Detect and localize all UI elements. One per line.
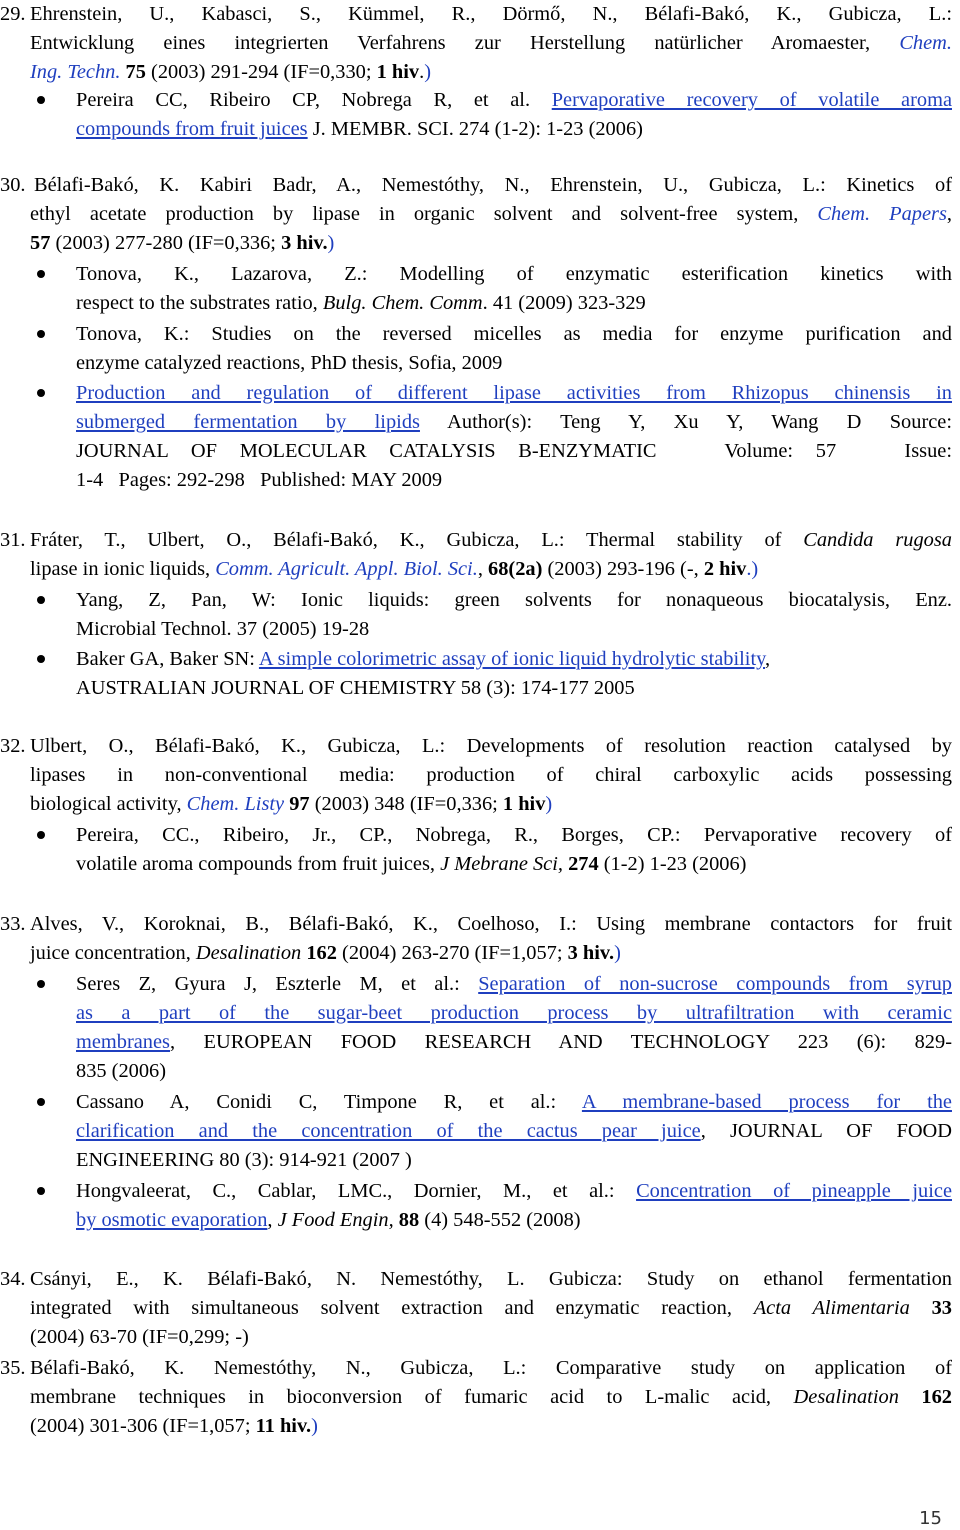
citation-link[interactable]: Separation of non-sucrose compounds from syrup xyxy=(478,973,952,995)
bullet-icon xyxy=(37,655,45,663)
citation-count: 3 hiv. xyxy=(567,942,615,964)
entry-text-line xyxy=(30,1354,952,1384)
text-run: Entwicklung eines integrierten Verfahrens zur Herstellung natürlicher Aromaester, xyxy=(30,32,900,54)
text-run: lipase in ionic liquids, xyxy=(30,558,216,580)
bullet-icon xyxy=(37,96,45,104)
citation-text-line xyxy=(76,999,952,1029)
text-run: Yang, Z, Pan, W: Ionic liquids: green solvents for nonaqueous biocatalysis, Enz. xyxy=(76,589,952,611)
volume: 33 xyxy=(909,1297,952,1319)
journal-name: Ing. Techn. xyxy=(30,61,121,83)
text-run: ENGINEERING 80 (3): 914-921 (2007 ) xyxy=(76,1149,412,1171)
citation-text-line xyxy=(76,260,952,290)
citation-link[interactable]: Concentration of pineapple juice xyxy=(636,1180,952,1202)
volume: 88 xyxy=(393,1209,420,1231)
entry-text-line xyxy=(30,29,952,59)
citation-count: 1 hiv xyxy=(376,61,420,83)
citation-count: 2 hiv xyxy=(703,558,747,580)
journal-name: Comm. Agricult. Appl. Biol. Sci. xyxy=(215,558,478,580)
journal-name: J Food Engin, xyxy=(277,1209,394,1231)
text-run: (4) 548-552 (2008) xyxy=(419,1209,581,1231)
entry-number: 34. xyxy=(0,1268,26,1290)
text-run: Bélafi-Bakó, K. Kabiri Badr, A., Nemestóthy, N., Ehrenstein, U., Gubicza, L.: Kinetics of xyxy=(34,174,952,196)
text-run: Ulbert, O., Bélafi-Bakó, K., Gubicza, L.: Developments of resolution reaction catalysed by xyxy=(30,735,952,757)
text-run: . xyxy=(419,61,425,83)
bullet-icon xyxy=(37,980,45,988)
entry-number: 29. xyxy=(0,3,26,25)
citation-text-line xyxy=(76,970,952,1000)
text-run: Ehrenstein, U., Kabasci, S., Kümmel, R., Dörmő, N., Bélafi-Bakó, K., Gubicza, L.: xyxy=(30,3,952,25)
species-name: Candida rugosa xyxy=(803,529,952,551)
citation-link[interactable]: Pervaporative recovery of volatile aroma xyxy=(551,89,952,111)
citation-text-line xyxy=(76,349,502,379)
citation-text-line xyxy=(76,1028,952,1058)
citation-text-line xyxy=(76,615,369,645)
entry-text-line xyxy=(30,229,334,259)
text-run: Alves, V., Koroknai, B., Bélafi-Bakó, K., Coelhoso, I.: Using membrane contactors for fruit xyxy=(30,913,952,935)
text-run: Microbial Technol. 37 (2005) 19-28 xyxy=(76,618,370,640)
entry-number: 30. xyxy=(0,174,26,196)
text-run: lipases in non-conventional media: production of chiral carboxylic acids possessing xyxy=(30,764,952,786)
entry-text-line xyxy=(30,555,758,585)
citation-link[interactable]: A simple colorimetric assay of ionic liquid hydrolytic stability xyxy=(258,648,766,670)
text-run: ) xyxy=(545,793,553,815)
entry-text-line xyxy=(30,1294,952,1324)
citation-count: 1 hiv xyxy=(502,793,546,815)
citation-count: 11 hiv. xyxy=(255,1415,312,1437)
citation-text-line xyxy=(76,1117,952,1147)
citation-link[interactable]: Production and regulation of different lipase activities from Rhizopus chinensis in xyxy=(76,382,952,404)
entry-text-line xyxy=(30,1265,952,1295)
text-run: Author(s): Teng Y, Xu Y, Wang D Source: xyxy=(419,411,952,433)
journal-name: J Mebrane Sci, xyxy=(440,853,563,875)
text-run: Tonova, K.: Studies on the reversed micelles as media for enzyme purification and xyxy=(76,323,952,345)
bullet-icon xyxy=(37,1098,45,1106)
entry-number: 35. xyxy=(0,1357,26,1379)
volume: 274 xyxy=(562,853,599,875)
entry-number: 32. xyxy=(0,735,26,757)
text-run: enzyme catalyzed reactions, PhD thesis, Sofia, 2009 xyxy=(76,352,503,374)
citation-text-line xyxy=(76,1177,952,1207)
citation-link[interactable]: A membrane-based process for the xyxy=(581,1091,952,1113)
text-run: Fráter, T., Ulbert, O., Bélafi-Bakó, K., Gubicza, L.: Thermal stability of xyxy=(30,529,804,551)
citation-link[interactable]: as a part of the sugar-beet production process by ultrafiltration with ceramic xyxy=(76,1002,952,1024)
volume: 75 xyxy=(120,61,146,83)
entry-text-line xyxy=(30,761,952,791)
bullet-icon xyxy=(37,596,45,604)
journal-name: Desalination xyxy=(195,942,302,964)
text-run: J. MEMBR. SCI. 274 (1-2): 1-23 (2006) xyxy=(307,118,643,140)
text-run: , EUROPEAN FOOD RESEARCH AND TECHNOLOGY 223 (6): 829- xyxy=(170,1031,952,1053)
text-run: Tonova, K., Lazarova, Z.: Modelling of enzymatic esterification kinetics with xyxy=(76,263,952,285)
bullet-icon xyxy=(37,389,45,397)
citation-text-line xyxy=(76,674,635,704)
text-run: .) xyxy=(746,558,759,580)
text-run: biological activity, xyxy=(30,793,187,815)
text-run: (1-2) 1-23 (2006) xyxy=(598,853,747,875)
text-run: ) xyxy=(614,942,621,964)
volume: 97 xyxy=(284,793,310,815)
text-run: , xyxy=(267,1209,278,1231)
text-run: ) xyxy=(311,1415,318,1437)
citation-link[interactable]: compounds from fruit juices xyxy=(76,118,308,140)
entry-text-line xyxy=(30,910,952,940)
entry-text-line xyxy=(30,0,952,30)
citation-text-line xyxy=(76,1088,952,1118)
text-run: membrane techniques in bioconversion of fumaric acid to L-malic acid, xyxy=(30,1386,794,1408)
text-run: , xyxy=(477,558,489,580)
entry-text-line xyxy=(30,526,952,556)
text-run: ethyl acetate production by lipase in organic solvent and solvent-free system, xyxy=(30,203,818,225)
journal-name: Chem. xyxy=(899,32,952,54)
citation-text-line xyxy=(76,379,952,409)
citation-text-line xyxy=(76,586,952,616)
bullet-icon xyxy=(37,330,45,338)
citation-text-line xyxy=(76,437,952,467)
citation-link[interactable]: membranes xyxy=(76,1031,170,1053)
text-run: respect to the substrates ratio, xyxy=(76,292,323,314)
text-run: volatile aroma compounds from fruit juices, xyxy=(76,853,441,875)
entry-number: 31. xyxy=(0,529,26,551)
journal-name: Chem. xyxy=(817,203,871,225)
journal-name: Papers xyxy=(870,203,947,225)
text-run: (2003) 293-196 (-, xyxy=(542,558,704,580)
citation-text-line xyxy=(76,466,442,496)
citation-text-line xyxy=(76,115,643,145)
citation-text-line xyxy=(76,821,952,851)
text-run: ) xyxy=(327,232,335,254)
citation-link[interactable]: clarification and the concentration of the cactus pear juice xyxy=(76,1120,701,1142)
text-run: . 41 (2009) 323-329 xyxy=(482,292,646,314)
entry-text-line xyxy=(30,1383,952,1413)
text-run: integrated with simultaneous solvent extraction and enzymatic reaction, xyxy=(30,1297,754,1319)
volume: 162 xyxy=(301,942,337,964)
entry-text-line xyxy=(30,790,552,820)
entry-number: 33. xyxy=(0,913,26,935)
entry-text-line xyxy=(30,200,952,230)
text-run: Csányi, E., K. Bélafi-Bakó, N. Nemestóthy, L. Gubicza: Study on ethanol fermentation xyxy=(30,1268,952,1290)
text-run: (2003) 348 (IF=0,336; xyxy=(309,793,503,815)
entry-text-line xyxy=(34,171,952,201)
journal-name: Bulg. Chem. Comm xyxy=(322,292,483,314)
citation-text-line xyxy=(76,1057,166,1087)
citation-text-line xyxy=(76,408,952,438)
citation-link[interactable]: submerged fermentation by lipids xyxy=(76,411,420,433)
text-run: ) xyxy=(424,61,432,83)
text-run: Baker GA, Baker SN: xyxy=(76,648,259,670)
text-run: (2004) 63-70 (IF=0,299; -) xyxy=(30,1326,249,1348)
text-run: JOURNAL OF MOLECULAR CATALYSIS B-ENZYMATIC Volume: 57 Issue: xyxy=(76,440,952,462)
bullet-icon xyxy=(37,270,45,278)
text-run: 835 (2006) xyxy=(76,1060,167,1082)
text-run: Cassano A, Conidi C, Timpone R, et al.: xyxy=(76,1091,582,1113)
text-run: AUSTRALIAN JOURNAL OF CHEMISTRY 58 (3): 174-177 2005 xyxy=(76,677,635,699)
text-run: Seres Z, Gyura J, Eszterle M, et al.: xyxy=(76,973,479,995)
text-run: (2003) 291-294 (IF=0,330; xyxy=(145,61,377,83)
text-run: , xyxy=(765,648,771,670)
page-number: 15 xyxy=(919,1508,942,1529)
citation-text-line xyxy=(76,1206,581,1236)
volume: 57 xyxy=(30,232,51,254)
citation-text-line xyxy=(76,850,746,880)
citation-text-line xyxy=(76,645,770,675)
entry-text-line xyxy=(30,1412,318,1442)
bullet-icon xyxy=(37,831,45,839)
journal-name: Chem. Listy xyxy=(186,793,285,815)
citation-text-line xyxy=(76,1146,412,1176)
text-run: Bélafi-Bakó, K. Nemestóthy, N., Gubicza, L.: Comparative study on application of xyxy=(30,1357,952,1379)
text-run: , JOURNAL OF FOOD xyxy=(700,1120,952,1142)
entry-text-line xyxy=(30,1323,249,1353)
volume: 162 xyxy=(898,1386,952,1408)
entry-text-line xyxy=(30,939,621,969)
text-run: (2003) 277-280 (IF=0,336; xyxy=(50,232,282,254)
journal-name: Acta Alimentaria xyxy=(753,1297,910,1319)
text-run: 1-4 Pages: 292-298 Published: MAY 2009 xyxy=(76,469,443,491)
citation-text-line xyxy=(76,320,952,350)
text-run: , xyxy=(946,203,952,225)
entry-text-line xyxy=(30,732,952,762)
text-run: (2004) 263-270 (IF=1,057; xyxy=(336,942,568,964)
text-run: Hongvaleerat, C., Cablar, LMC., Dornier, M., et al.: xyxy=(76,1180,637,1202)
volume: 68(2a) xyxy=(488,558,543,580)
text-run: Pereira CC, Ribeiro CP, Nobrega R, et al. xyxy=(76,89,552,111)
citation-text-line xyxy=(76,289,646,319)
text-run: Pereira, CC., Ribeiro, Jr., CP., Nobrega, R., Borges, CP.: Pervaporative recovery of xyxy=(76,824,952,846)
text-run: juice concentration, xyxy=(30,942,196,964)
citation-text-line xyxy=(76,86,952,116)
text-run: (2004) 301-306 (IF=1,057; xyxy=(30,1415,256,1437)
bullet-icon xyxy=(37,1187,45,1195)
entry-text-line xyxy=(30,58,431,88)
citation-link[interactable]: by osmotic evaporation xyxy=(76,1209,268,1231)
journal-name: Desalination xyxy=(793,1386,899,1408)
citation-count: 3 hiv. xyxy=(281,232,328,254)
